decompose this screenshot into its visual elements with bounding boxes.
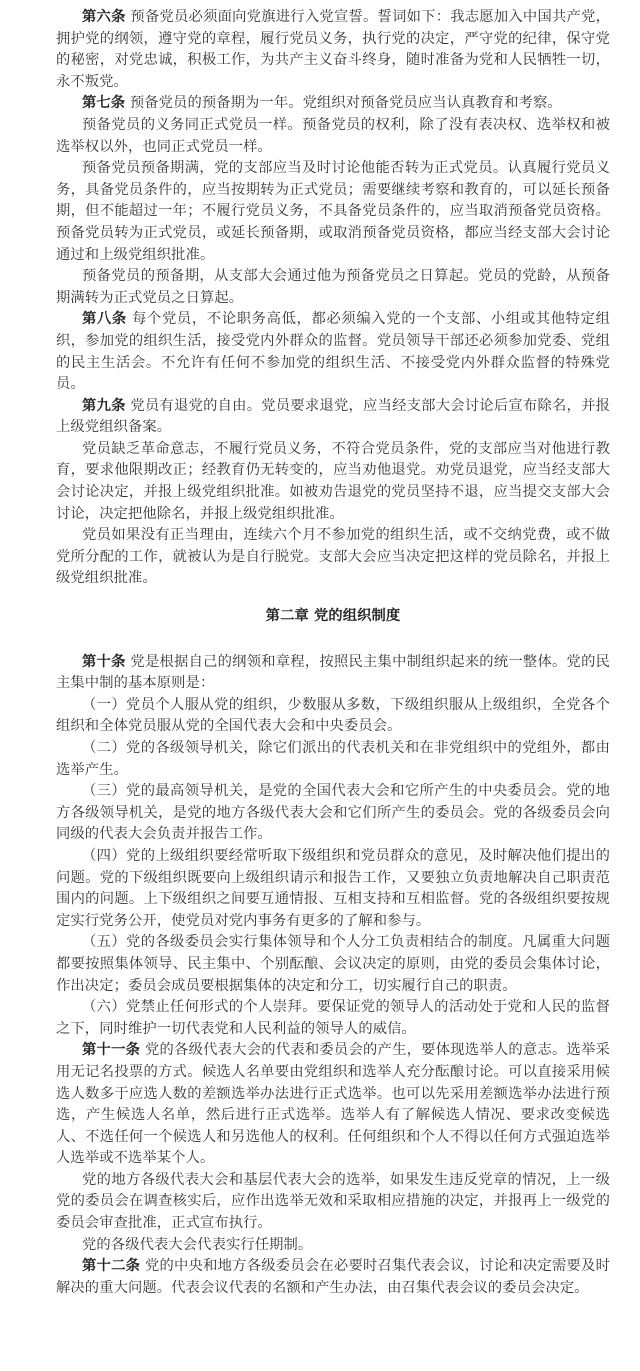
paragraph [56, 158, 610, 266]
paragraph [56, 738, 610, 781]
paragraph [56, 266, 610, 309]
paragraph-text: 党的各级代表大会代表实行任期制。 [82, 1236, 313, 1253]
article-text: 党的各级代表大会的代表和委员会的产生，要体现选举人的意志。选举采用无记名投票的方式。候选人名单要由党组织和选举人充分酝酿讨论。可以直接采用候选人数多于应选人数的差额选举办法进行正式选举。也可以先采用差额选举办法进行预选，产生候选人名单，然后进行正式选举。选举人有了解候选人情况、要求改变候选人、不选任何一个候选人和另选他人的权利。任何组织和个人不得以任何方式强迫选举人选举或不选举某个人。 [56, 1042, 610, 1167]
paragraph [56, 1040, 610, 1170]
paragraph-text: 预备党员的预备期，从支部大会通过他为预备党员之日算起。党员的党龄，从预备期满转为正式党员之日算起。 [56, 268, 610, 306]
article-text: 每个党员，不论职务高低，都必须编入党的一个支部、小组或其他特定组织，参加党的组织生活，接受党内外群众的监督。党员领导干部还必须参加党委、党组的民主生活会。不允许有任何不参加党的组织生活、不接受党内外群众监督的特殊党员。 [56, 311, 610, 393]
paragraph [56, 1170, 610, 1235]
sections-before [56, 7, 610, 590]
paragraph-text: （五）党的各级委员会实行集体领导和个人分工负责相结合的制度。凡属重大问题都要按照集体领导、民主集中、个别酝酿、会议决定的原则，由党的委员会集体讨论，作出决定；委员会成员要根据集体的决定和分工，切实履行自己的职责。 [56, 934, 610, 994]
paragraph-text: （六）党禁止任何形式的个人崇拜。要保证党的领导人的活动处于党和人民的监督之下，同时维护一切代表党和人民利益的领导人的威信。 [56, 999, 610, 1037]
paragraph [56, 652, 610, 695]
paragraph [56, 396, 610, 439]
article-text: 党的中央和地方各级委员会在必要时召集代表会议，讨论和决定需要及时解决的重大问题。代表会议代表的名额和产生办法，由召集代表会议的委员会决定。 [56, 1258, 610, 1296]
paragraph-text: 党员如果没有正当理由，连续六个月不参加党的组织生活，或不交纳党费，或不做党所分配的工作，就被认为是自行脱党。支部大会应当决定把这样的党员除名，并报上级党组织批准。 [56, 527, 610, 587]
article-number: 第六条 [82, 9, 126, 25]
article-text: 预备党员的预备期为一年。党组织对预备党员应当认真教育和考察。 [129, 95, 562, 112]
paragraph [56, 309, 610, 395]
paragraph-text: 党的地方各级代表大会和基层代表大会的选举，如果发生违反党章的情况，上一级党的委员会在调查核实后，应作出选举无效和采取相应措施的决定，并报再上一级党的委员会审查批准，正式宣布执行。 [56, 1171, 610, 1232]
article-number: 第十条 [82, 653, 126, 670]
paragraph [56, 115, 610, 158]
paragraph [56, 932, 610, 997]
sections-after [56, 652, 610, 1300]
paragraph-text: （一）党员个人服从党的组织，少数服从多数，下级组织服从上级组织，全党各个组织和全体党员服从党的全国代表大会和中央委员会。 [56, 696, 610, 735]
article-number: 第七条 [82, 95, 126, 112]
article-text: 预备党员必须面向党旗进行入党宣誓。誓词如下：我志愿加入中国共产党，拥护党的纲领，遵守党的章程，履行党员义务，执行党的决定，严守党的纪律，保守党的秘密，对党忠诚，积极工作，为共产主义奋斗终身，随时准备为党和人民牺牲一切，永不叛党。 [56, 9, 611, 90]
paragraph [56, 525, 610, 590]
paragraph-text: （四）党的上级组织要经常听取下级组织和党员群众的意见，及时解决他们提出的问题。党的下级组织既要向上级组织请示和报告工作，又要独立负责地解决自己职责范围内的问题。上下级组织之间要互通情报、互相支持和互相监督。党的各级组织要按规定实行党务公开，使党员对党内事务有更多的了解和参与。 [56, 847, 610, 929]
paragraph [56, 1235, 610, 1257]
paragraph-text: （二）党的各级领导机关，除它们派出的代表机关和在非党组织中的党组外，都由选举产生。 [56, 740, 610, 778]
paragraph [56, 846, 610, 932]
article-number: 第十一条 [82, 1042, 141, 1059]
article-text: 党员有退党的自由。党员要求退党，应当经支部大会讨论后宣布除名，并报上级党组织备案。 [56, 397, 611, 436]
paragraph [56, 439, 610, 525]
article-text: 党是根据自己的纲领和章程，按照民主集中制组织起来的统一整体。党的民主集中制的基本原则是： [56, 653, 611, 692]
article-number: 第八条 [82, 311, 127, 328]
paragraph-text: 党员缺乏革命意志，不履行党员义务，不符合党员条件，党的支部应当对他进行教育，要求他限期改正；经教育仍无转变的，应当劝他退党。劝党员退党，应当经支部大会讨论决定，并报上级党组织批准。如被劝告退党的党员坚持不退，应当提交支部大会讨论，决定把他除名，并报上级党组织批准。 [56, 440, 610, 522]
paragraph [56, 93, 610, 115]
chapter-title: 第二章 党的组织制度 [265, 608, 401, 625]
article-number: 第九条 [82, 397, 126, 414]
paragraph-text: （三）党的最高领导机关，是党的全国代表大会和它所产生的中央委员会。党的地方各级领导机关，是党的地方各级代表大会和它们所产生的委员会。党的各级委员会向同级的代表大会负责并报告工作。 [56, 783, 610, 843]
paragraph [56, 1256, 610, 1299]
paragraph-text: 预备党员预备期满，党的支部应当及时讨论他能否转为正式党员。认真履行党员义务，具备党员条件的，应当按期转为正式党员；需要继续考察和教育的，可以延长预备期，但不能超过一年；不履行党员义务，不具备党员条件的，应当取消预备党员资格。预备党员转为正式党员，或延长预备期，或取消预备党员资格，都应当经支部大会讨论通过和上级党组织批准。 [56, 160, 610, 263]
paragraph [56, 7, 610, 93]
article-number: 第十二条 [82, 1258, 141, 1275]
paragraph [56, 781, 610, 846]
paragraph-text: 预备党员的义务同正式党员一样。预备党员的权利，除了没有表决权、选举权和被选举权以外，也同正式党员一样。 [56, 116, 610, 155]
paragraph [56, 695, 610, 738]
paragraph [56, 997, 610, 1040]
